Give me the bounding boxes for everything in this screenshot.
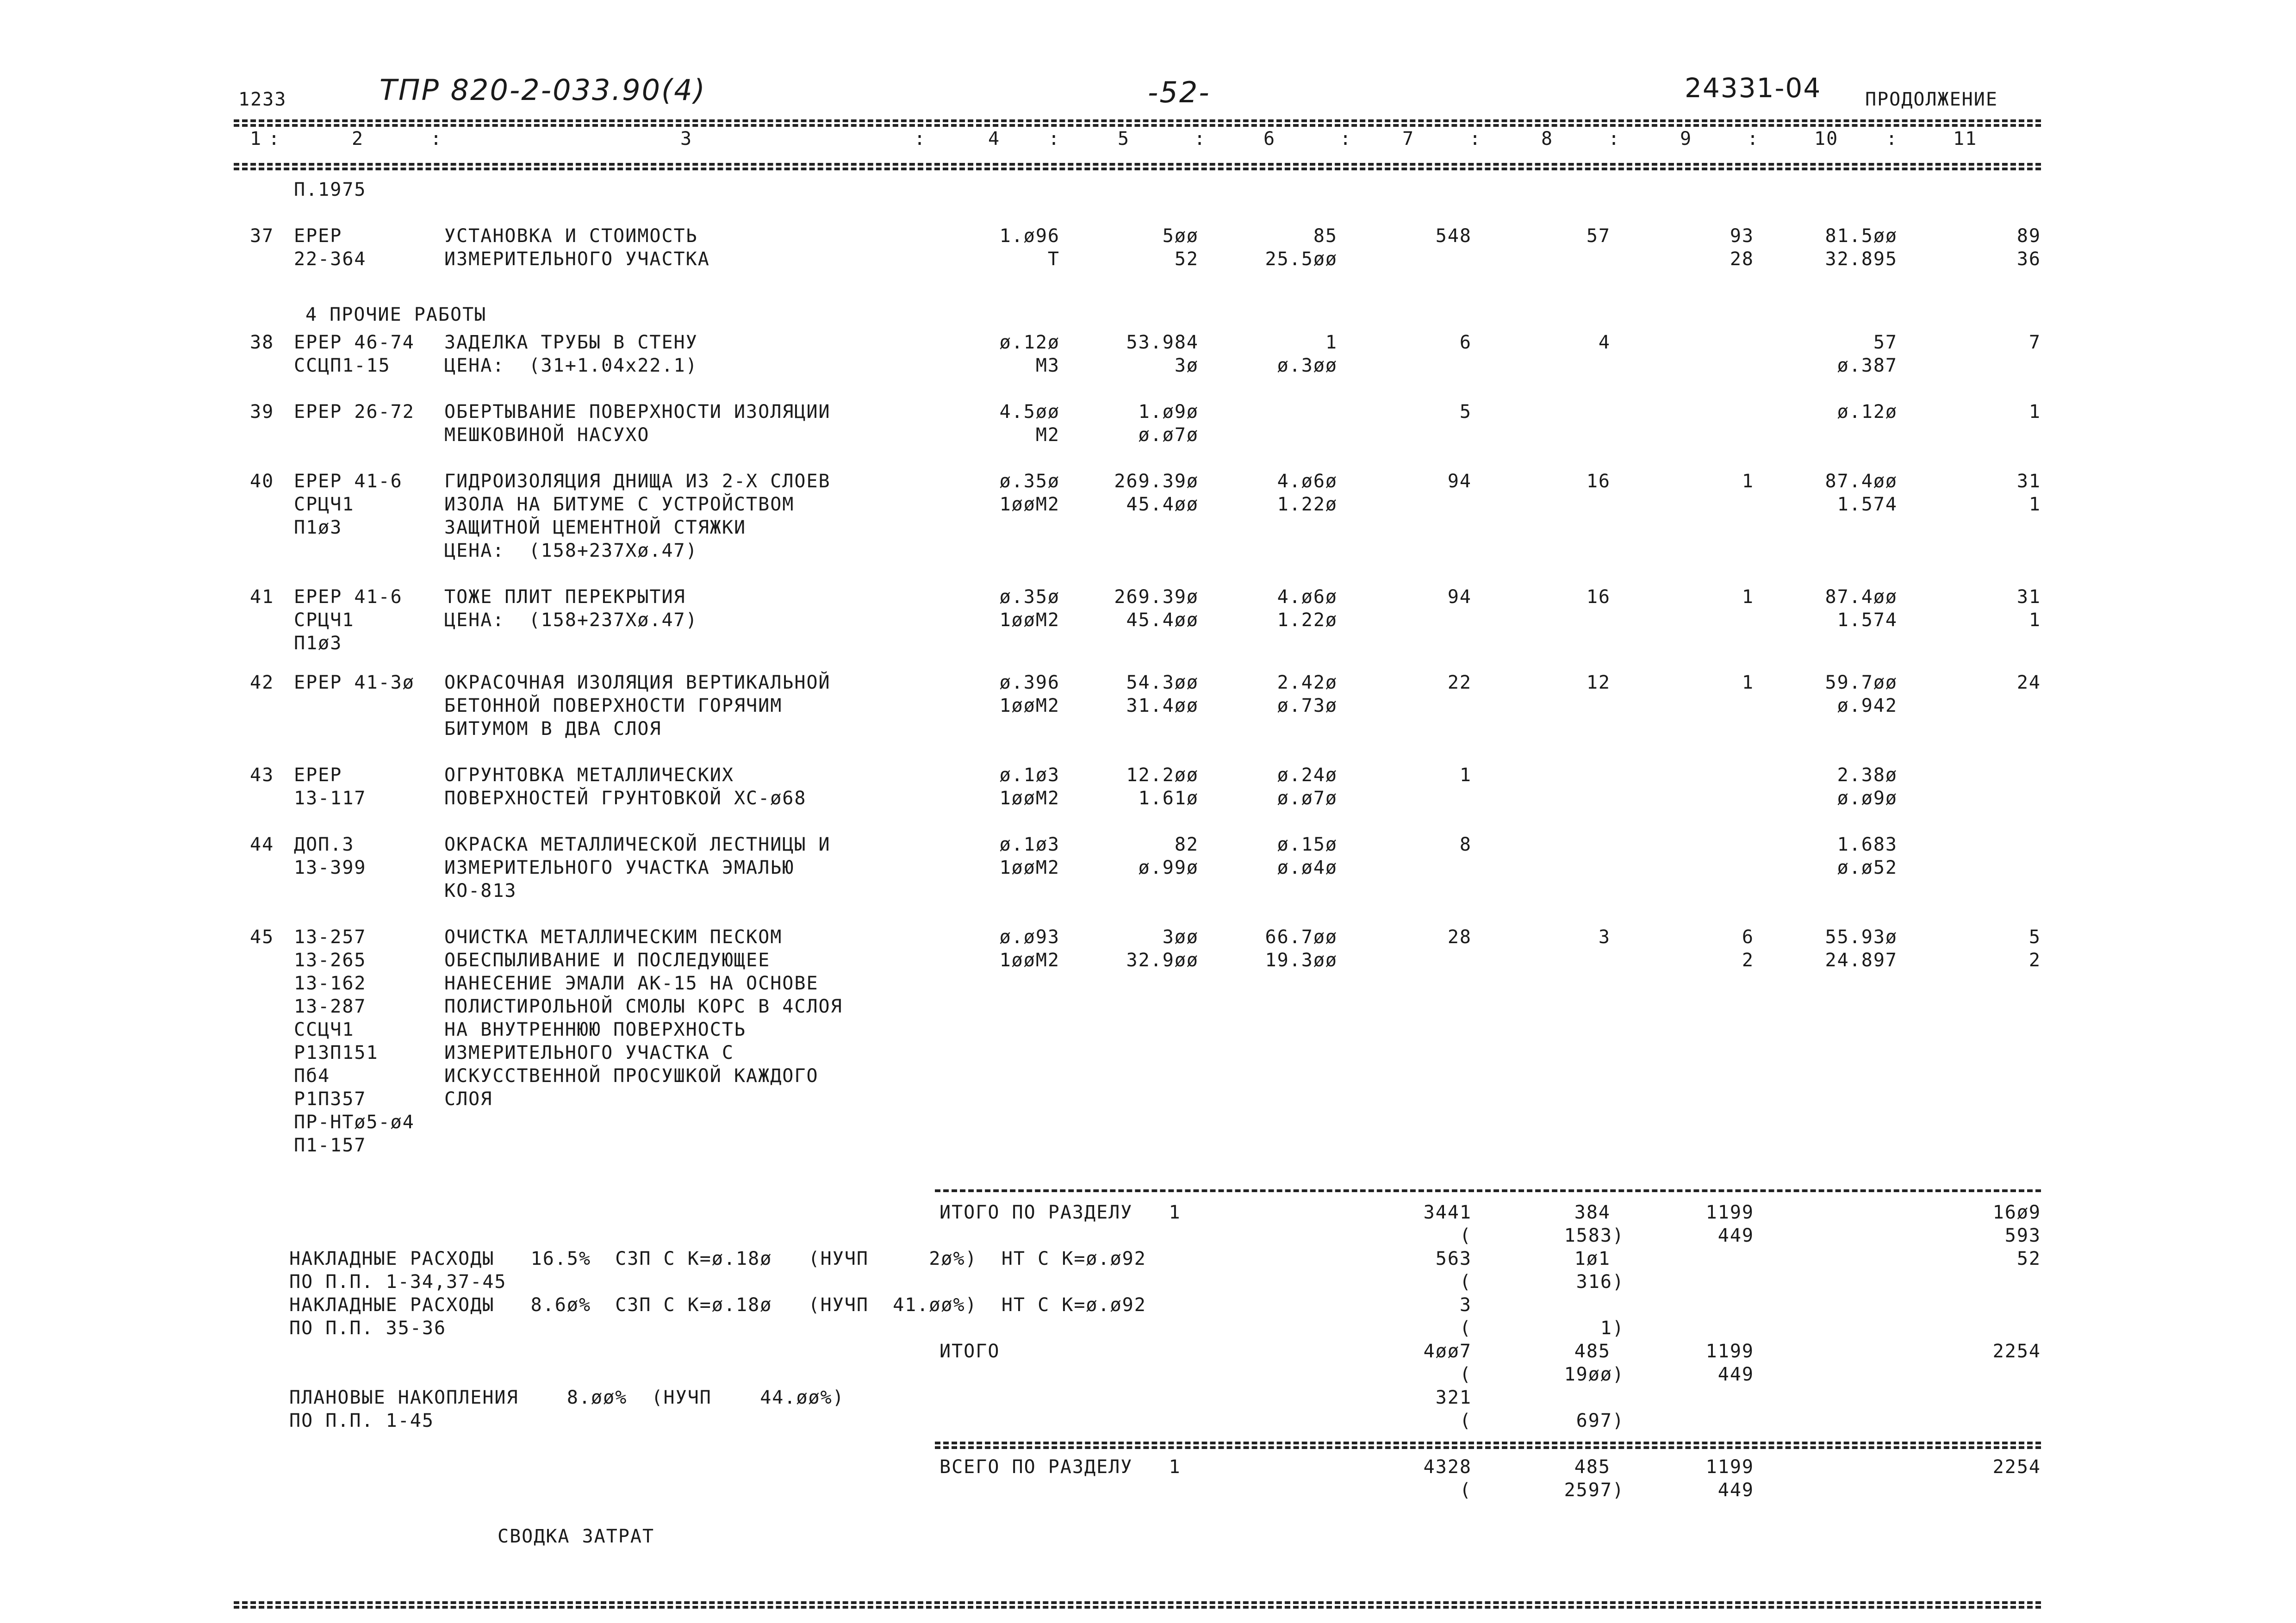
row-col5: 12.2øø <box>1126 765 1199 786</box>
row-col5: 31.4øø <box>1126 695 1199 716</box>
row-quantity: М2 <box>1035 424 1060 446</box>
row-quantity: 1øøМ2 <box>999 494 1060 515</box>
overhead1-c7: 563 <box>1435 1248 1472 1269</box>
footer-rule-2 <box>234 1606 2041 1609</box>
grand-total-paren: ( <box>1459 1480 1472 1501</box>
column-separator: : <box>914 128 927 149</box>
itogo-c11: 2254 <box>1992 1341 2041 1362</box>
row-code: ЕРЕР 41-6 <box>294 586 403 608</box>
column-header-4: 4 <box>988 128 1001 149</box>
row-col5: 45.4øø <box>1126 494 1199 515</box>
row-description: ТОЖЕ ПЛИТ ПЕРЕКРЫТИЯ <box>444 586 686 608</box>
album-number: 24331-04 <box>1685 72 1822 104</box>
overhead1-line2: ПО П.П. 1-34,37-45 <box>289 1271 507 1293</box>
itogo-c7: 4øø7 <box>1423 1341 1472 1362</box>
plan-c8b: 697) <box>1576 1410 1624 1431</box>
row-description: ОЧИСТКА МЕТАЛЛИЧЕСКИМ ПЕСКОМ <box>444 927 783 948</box>
row-col5: 82 <box>1174 834 1199 855</box>
row-col7: 94 <box>1447 471 1472 492</box>
row-number: 38 <box>250 332 274 353</box>
row-description: ЦЕНА: (31+1.04х22.1) <box>444 355 698 376</box>
itogo-paren: ( <box>1459 1364 1472 1385</box>
row-col11: 1 <box>2028 609 2041 631</box>
plan-c7: 321 <box>1435 1387 1472 1408</box>
section-total-c9: 1199 <box>1705 1202 1754 1223</box>
plan-paren: ( <box>1459 1410 1472 1431</box>
row-quantity: 1.ø96 <box>999 225 1060 247</box>
row-col10: ø.ø52 <box>1837 857 1898 878</box>
row-col10: 1.683 <box>1837 834 1898 855</box>
row-number: 40 <box>250 471 274 492</box>
row-code: ПР-НТø5-ø4 <box>294 1112 415 1133</box>
overhead1-c11: 52 <box>2016 1248 2041 1269</box>
column-separator: : <box>1886 128 1898 149</box>
row-quantity: 1øøМ2 <box>999 950 1060 971</box>
row-col10: ø.387 <box>1837 355 1898 376</box>
row-description: ОКРАСОЧНАЯ ИЗОЛЯЦИЯ ВЕРТИКАЛЬНОЙ <box>444 672 831 693</box>
row-quantity: ø.35ø <box>999 586 1060 608</box>
row-description: ИЗОЛА НА БИТУМЕ С УСТРОЙСТВОМ <box>444 494 795 515</box>
row-code: Пб4 <box>294 1065 330 1087</box>
column-separator: : <box>430 128 443 149</box>
row-code: 13-287 <box>294 996 367 1017</box>
row-col9: 1 <box>1742 586 1754 608</box>
row-number: 45 <box>250 927 274 948</box>
row-col10: 2.38ø <box>1837 765 1898 786</box>
row-col8: 12 <box>1586 672 1611 693</box>
row-quantity: 1øøМ2 <box>999 609 1060 631</box>
row-col5: 1.61ø <box>1138 788 1199 809</box>
itogo-c9b: 449 <box>1717 1364 1754 1385</box>
row-col6: 4.ø6ø <box>1277 471 1338 492</box>
row-number: 44 <box>250 834 274 855</box>
row-col11: 31 <box>2016 471 2041 492</box>
row-col10: 24.897 <box>1825 950 1898 971</box>
row-col6: 66.7øø <box>1265 927 1338 948</box>
row-description: ИЗМЕРИТЕЛЬНОГО УЧАСТКА С <box>444 1042 734 1063</box>
row-quantity: Т <box>1047 249 1060 270</box>
row-code: 13-265 <box>294 950 367 971</box>
row-col5: 269.39ø <box>1114 586 1199 608</box>
row-quantity: ø.12ø <box>999 332 1060 353</box>
row-description: НА ВНУТРЕННЮЮ ПОВЕРХНОСТЬ <box>444 1019 747 1040</box>
plan-line2: ПО П.П. 1-45 <box>289 1410 434 1431</box>
row-col11: 24 <box>2016 672 2041 693</box>
document-code: ТПР 820-2-033.90(4) <box>380 73 706 107</box>
row-col6: 85 <box>1313 225 1338 247</box>
row-description: ОБЕСПЫЛИВАНИЕ И ПОСЛЕДУЮЩЕЕ <box>444 950 771 971</box>
row-col5: 54.3øø <box>1126 672 1199 693</box>
column-separator: : <box>1747 128 1760 149</box>
row-col8: 4 <box>1598 332 1611 353</box>
row-col9: 1 <box>1742 672 1754 693</box>
overhead1-c8b: 316) <box>1576 1271 1624 1293</box>
column-header-7: 7 <box>1402 128 1415 149</box>
row-col10: 1.574 <box>1837 494 1898 515</box>
section-total-label: ИТОГО ПО РАЗДЕЛУ 1 <box>940 1202 1181 1223</box>
column-header-9: 9 <box>1680 128 1692 149</box>
row-col8: 16 <box>1586 471 1611 492</box>
row-col11: 31 <box>2016 586 2041 608</box>
row-col7: 28 <box>1447 927 1472 948</box>
header-rule-bottom <box>234 163 2041 166</box>
column-header-6: 6 <box>1263 128 1276 149</box>
section-total-c11: 16ø9 <box>1992 1202 2041 1223</box>
row-col6: 19.3øø <box>1265 950 1338 971</box>
header-rule-top-2 <box>234 124 2041 127</box>
row-col7: 8 <box>1459 834 1472 855</box>
overhead2-paren: ( <box>1459 1318 1472 1339</box>
row-description: ЗАЩИТНОЙ ЦЕМЕНТНОЙ СТЯЖКИ <box>444 517 747 538</box>
column-header-11: 11 <box>1953 128 1978 149</box>
column-header-5: 5 <box>1118 128 1130 149</box>
column-separator: : <box>268 128 281 149</box>
itogo-label: ИТОГО <box>940 1341 1000 1362</box>
row-col6: 1 <box>1325 332 1338 353</box>
row-col10: 59.7øø <box>1825 672 1898 693</box>
row-col6: ø.73ø <box>1277 695 1338 716</box>
row-code: ЕРЕР <box>294 765 342 786</box>
row-code: ЕРЕР 46-74 <box>294 332 415 353</box>
row-description: ИЗМЕРИТЕЛЬНОГО УЧАСТКА <box>444 249 710 270</box>
column-header-row <box>0 127 2296 155</box>
row-number: 37 <box>250 225 274 247</box>
row-code: ЕРЕР <box>294 225 342 247</box>
row-col9: 2 <box>1742 950 1754 971</box>
row-col7: 548 <box>1435 225 1472 247</box>
row-col10: 1.574 <box>1837 609 1898 631</box>
row-code: 13-257 <box>294 927 367 948</box>
row-col8: 16 <box>1586 586 1611 608</box>
footer-rule <box>234 1601 2041 1604</box>
totals-rule-bottom-2 <box>935 1446 2041 1449</box>
row-description: ОКРАСКА МЕТАЛЛИЧЕСКОЙ ЛЕСТНИЦЫ И <box>444 834 831 855</box>
row-description: МЕШКОВИНОЙ НАСУХО <box>444 424 650 446</box>
row-col11: 7 <box>2028 332 2041 353</box>
itogo-c8: 485 <box>1574 1341 1611 1362</box>
row-description: БЕТОННОЙ ПОВЕРХНОСТИ ГОРЯЧИМ <box>444 695 783 716</box>
overhead2-c7: 3 <box>1459 1294 1472 1316</box>
row-description: БИТУМОМ В ДВА СЛОЯ <box>444 718 662 740</box>
row-description: ОГРУНТОВКА МЕТАЛЛИЧЕСКИХ <box>444 765 734 786</box>
section-total-c8: 384 <box>1574 1202 1611 1223</box>
row-code: СРЦЧ1 <box>294 609 355 631</box>
column-header-2: 2 <box>352 128 364 149</box>
row-col10: 81.5øø <box>1825 225 1898 247</box>
row-quantity: ø.396 <box>999 672 1060 693</box>
row-col9: 1 <box>1742 471 1754 492</box>
row-col6: 4.ø6ø <box>1277 586 1338 608</box>
row-code: ССЦП1-15 <box>294 355 391 376</box>
overhead1-line1: НАКЛАДНЫЕ РАСХОДЫ 16.5% СЗП С К=ø.18ø (НУЧП 2ø%) НТ С К=ø.ø92 <box>289 1248 1146 1269</box>
row-col5: 3øø <box>1162 927 1199 948</box>
row-col5: 1.ø9ø <box>1138 401 1199 423</box>
header-rule-top <box>234 119 2041 122</box>
row-col6: 1.22ø <box>1277 494 1338 515</box>
grand-total-label: ВСЕГО ПО РАЗДЕЛУ 1 <box>940 1456 1181 1478</box>
row-code: Р13П151 <box>294 1042 379 1063</box>
row-col10: 87.4øø <box>1825 471 1898 492</box>
row-col10: ø.12ø <box>1837 401 1898 423</box>
itogo-c9: 1199 <box>1705 1341 1754 1362</box>
row-quantity: ø.35ø <box>999 471 1060 492</box>
row-col11: 5 <box>2028 927 2041 948</box>
column-separator: : <box>1194 128 1207 149</box>
row-col11: 2 <box>2028 950 2041 971</box>
row-col6: ø.3øø <box>1277 355 1338 376</box>
overhead2-line2: ПО П.П. 35-36 <box>289 1318 447 1339</box>
row-code: П1ø3 <box>294 517 342 538</box>
row-quantity: ø.1ø3 <box>999 765 1060 786</box>
row-col6: 1.22ø <box>1277 609 1338 631</box>
row-col8: 57 <box>1586 225 1611 247</box>
column-separator: : <box>1048 128 1061 149</box>
row-col10: 55.93ø <box>1825 927 1898 948</box>
column-header-1: 1 <box>250 128 262 149</box>
row-code: ССЦЧ1 <box>294 1019 355 1040</box>
row-quantity: 1øøМ2 <box>999 857 1060 878</box>
plan-line1: ПЛАНОВЫЕ НАКОПЛЕНИЯ 8.øø% (НУЧП 44.øø%) <box>289 1387 845 1408</box>
row-description: ИЗМЕРИТЕЛЬНОГО УЧАСТКА ЭМАЛЬЮ <box>444 857 795 878</box>
grand-total-c9b: 449 <box>1717 1480 1754 1501</box>
row-quantity: ø.ø93 <box>999 927 1060 948</box>
row-col7: 94 <box>1447 586 1472 608</box>
row-code: 13-399 <box>294 857 367 878</box>
row-quantity: 4.5øø <box>999 401 1060 423</box>
grand-total-c8b: 2597) <box>1564 1480 1624 1501</box>
row-col6: 25.5øø <box>1265 249 1338 270</box>
section-total-c7: 3441 <box>1423 1202 1472 1223</box>
row-col7: 1 <box>1459 765 1472 786</box>
overhead1-c8: 1ø1 <box>1574 1248 1611 1269</box>
grand-total-c7: 4328 <box>1423 1456 1472 1478</box>
row-code: СРЦЧ1 <box>294 494 355 515</box>
row-col9: 93 <box>1730 225 1754 247</box>
row-col11: 1 <box>2028 401 2041 423</box>
column-header-10: 10 <box>1814 128 1839 149</box>
row-number: 42 <box>250 672 274 693</box>
column-separator: : <box>1608 128 1621 149</box>
overhead2-line1: НАКЛАДНЫЕ РАСХОДЫ 8.6ø% СЗП С К=ø.18ø (НУЧП 41.øø%) НТ С К=ø.ø92 <box>289 1294 1146 1316</box>
overhead1-paren: ( <box>1459 1271 1472 1293</box>
row-description: СЛОЯ <box>444 1088 493 1110</box>
row-col6: ø.24ø <box>1277 765 1338 786</box>
row-col6: ø.ø7ø <box>1277 788 1338 809</box>
itogo-c8b: 19øø) <box>1564 1364 1624 1385</box>
row-col5: ø.99ø <box>1138 857 1199 878</box>
row-number: 41 <box>250 586 274 608</box>
row-col5: 53.984 <box>1126 332 1199 353</box>
row-col5: 32.9øø <box>1126 950 1199 971</box>
row-col5: 52 <box>1174 249 1199 270</box>
grand-total-c8: 485 <box>1574 1456 1611 1478</box>
continued-label: ПРОДОЛЖЕНИЕ <box>1865 89 1998 110</box>
row-code: П1-157 <box>294 1135 367 1156</box>
row-quantity: 1øøМ2 <box>999 695 1060 716</box>
row-col11: 1 <box>2028 494 2041 515</box>
row-code: 22-364 <box>294 249 367 270</box>
row-col7: 5 <box>1459 401 1472 423</box>
row-col7: 6 <box>1459 332 1472 353</box>
header-rule-bottom-2 <box>234 168 2041 170</box>
row-col6: 2.42ø <box>1277 672 1338 693</box>
row-col5: ø.ø7ø <box>1138 424 1199 446</box>
row-col11: 89 <box>2016 225 2041 247</box>
row-col11: 36 <box>2016 249 2041 270</box>
row-code: П1ø3 <box>294 633 342 654</box>
row-description: ПОЛИСТИРОЛЬНОЙ СМОЛЫ КОРС В 4СЛОЯ <box>444 996 843 1017</box>
section-total-c9b: 449 <box>1717 1225 1754 1246</box>
column-separator: : <box>1469 128 1482 149</box>
row-col10: 57 <box>1873 332 1898 353</box>
row-col9: 28 <box>1730 249 1754 270</box>
row-col6: ø.ø4ø <box>1277 857 1338 878</box>
row-description: ГИДРОИЗОЛЯЦИЯ ДНИЩА ИЗ 2-Х СЛОЕВ <box>444 471 831 492</box>
row-quantity: ø.1ø3 <box>999 834 1060 855</box>
row-col10: ø.942 <box>1837 695 1898 716</box>
totals-rule-bottom <box>935 1442 2041 1444</box>
row-number: 43 <box>250 765 274 786</box>
column-header-3: 3 <box>680 128 693 149</box>
row-col5: 45.4øø <box>1126 609 1199 631</box>
row-code: ЕРЕР 26-72 <box>294 401 415 423</box>
section-total-c11b: 593 <box>2004 1225 2041 1246</box>
row-description: ОБЕРТЫВАНИЕ ПОВЕРХНОСТИ ИЗОЛЯЦИИ <box>444 401 831 423</box>
row-description: НАНЕСЕНИЕ ЭМАЛИ АК-15 НА ОСНОВЕ <box>444 973 819 994</box>
row-col10: ø.ø9ø <box>1837 788 1898 809</box>
row-quantity: 1øøМ2 <box>999 788 1060 809</box>
row-col8: 3 <box>1598 927 1611 948</box>
row-col5: 269.39ø <box>1114 471 1199 492</box>
carry-reference: П.1975 <box>294 179 367 200</box>
row-description: ПОВЕРХНОСТЕЙ ГРУНТОВКОЙ ХС-ø68 <box>444 788 807 809</box>
row-code: Р1П357 <box>294 1088 367 1110</box>
row-description: КО-813 <box>444 880 517 902</box>
summary-title: СВОДКА ЗАТРАТ <box>498 1526 655 1547</box>
grand-total-c11: 2254 <box>1992 1456 2041 1478</box>
row-description: УСТАНОВКА И СТОИМОСТЬ <box>444 225 698 247</box>
sheet-number: 1233 <box>238 89 287 110</box>
section-heading: 4 ПРОЧИЕ РАБОТЫ <box>305 304 487 325</box>
column-separator: : <box>1340 128 1352 149</box>
row-col7: 22 <box>1447 672 1472 693</box>
column-header-8: 8 <box>1541 128 1554 149</box>
totals-rule-top <box>935 1189 2041 1192</box>
row-description: ИСКУССТВЕННОЙ ПРОСУШКОЙ КАЖДОГО <box>444 1065 819 1087</box>
row-code: 13-162 <box>294 973 367 994</box>
section-total-c8b: 1583) <box>1564 1225 1624 1246</box>
row-description: ЦЕНА: (158+237Хø.47) <box>444 609 698 631</box>
row-quantity: М3 <box>1035 355 1060 376</box>
row-code: ЕРЕР 41-6 <box>294 471 403 492</box>
row-description: ЦЕНА: (158+237Хø.47) <box>444 540 698 561</box>
row-description: ЗАДЕЛКА ТРУБЫ В СТЕНУ <box>444 332 698 353</box>
row-code: 13-117 <box>294 788 367 809</box>
row-col10: 87.4øø <box>1825 586 1898 608</box>
grand-total-c9: 1199 <box>1705 1456 1754 1478</box>
page-number: -52- <box>1148 75 1211 109</box>
row-col6: ø.15ø <box>1277 834 1338 855</box>
row-number: 39 <box>250 401 274 423</box>
row-col5: 5øø <box>1162 225 1199 247</box>
row-col10: 32.895 <box>1825 249 1898 270</box>
row-col5: 3ø <box>1174 355 1199 376</box>
overhead2-c8b: 1) <box>1600 1318 1624 1339</box>
row-code: ЕРЕР 41-3ø <box>294 672 415 693</box>
row-col9: 6 <box>1742 927 1754 948</box>
row-code: ДОП.3 <box>294 834 355 855</box>
section-total-paren: ( <box>1459 1225 1472 1246</box>
